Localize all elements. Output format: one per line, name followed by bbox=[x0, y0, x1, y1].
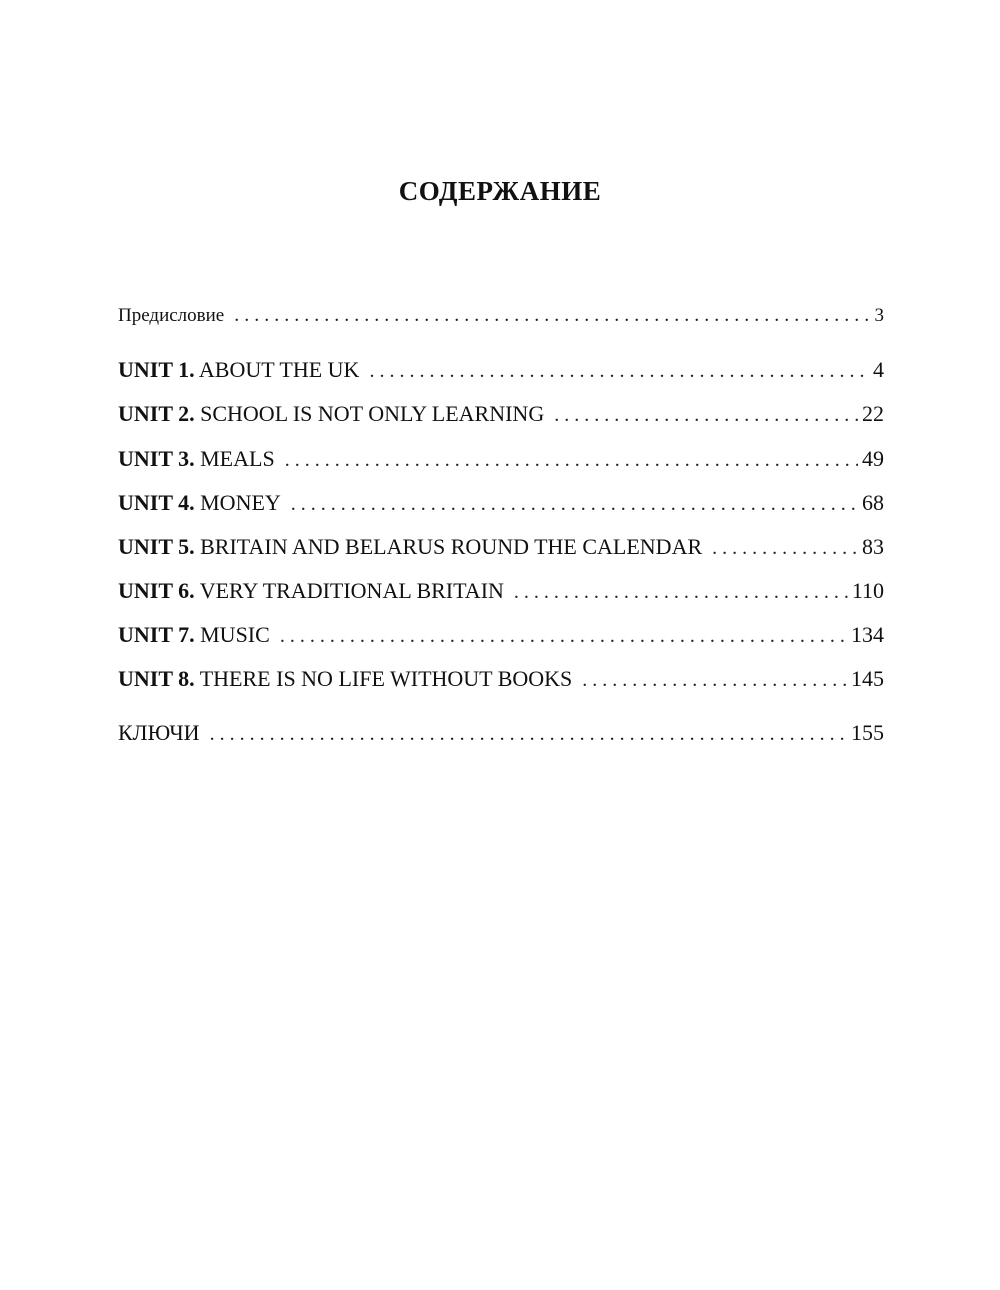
unit-title: VERY TRADITIONAL BRITAIN bbox=[199, 578, 504, 603]
dot-leader bbox=[285, 445, 858, 475]
toc-entry-keys[interactable] bbox=[118, 718, 884, 748]
toc-entry-page: 110 bbox=[851, 578, 884, 603]
unit-number: UNIT 4. bbox=[118, 490, 195, 515]
unit-title: BRITAIN AND BELARUS ROUND THE CALENDAR bbox=[200, 534, 703, 559]
toc-entry-unit-1[interactable] bbox=[118, 355, 884, 385]
unit-title: THERE IS NO LIFE WITHOUT BOOKS bbox=[199, 666, 573, 691]
toc-entry-unit-4[interactable] bbox=[118, 488, 884, 518]
toc-entry-label bbox=[118, 620, 270, 650]
page-title: СОДЕРЖАНИЕ bbox=[398, 176, 602, 206]
toc-entry-label bbox=[118, 664, 572, 694]
dot-leader bbox=[210, 719, 847, 749]
dot-leader bbox=[234, 300, 870, 330]
unit-number: UNIT 2. bbox=[118, 401, 195, 426]
unit-title: ABOUT THE UK bbox=[198, 357, 360, 382]
unit-title: MEALS bbox=[200, 446, 275, 471]
toc-entry-page: 4 bbox=[873, 357, 884, 382]
toc-entry-unit-2[interactable] bbox=[118, 399, 884, 429]
dot-leader bbox=[369, 356, 869, 386]
toc-entry-label bbox=[118, 355, 359, 385]
toc-entry-page: 145 bbox=[851, 666, 884, 691]
toc-entry-page: 83 bbox=[862, 534, 884, 559]
toc-entry-unit-7[interactable] bbox=[118, 620, 884, 650]
dot-leader bbox=[280, 621, 847, 651]
unit-number: UNIT 8. bbox=[118, 666, 195, 691]
toc-entry-page: 22 bbox=[862, 401, 884, 426]
unit-number: UNIT 1. bbox=[118, 357, 195, 382]
toc-entry-label bbox=[118, 576, 504, 606]
toc-entry-unit-6[interactable] bbox=[118, 576, 884, 606]
toc-entry-label: КЛЮЧИ bbox=[118, 720, 200, 745]
dot-leader bbox=[582, 665, 847, 695]
unit-number: UNIT 7. bbox=[118, 622, 195, 647]
unit-title: SCHOOL IS NOT ONLY LEARNING bbox=[200, 401, 545, 426]
toc-entry-unit-8[interactable] bbox=[118, 664, 884, 694]
unit-number: UNIT 3. bbox=[118, 446, 195, 471]
toc-entry-page: 49 bbox=[862, 446, 884, 471]
unit-title: MUSIC bbox=[200, 622, 270, 647]
toc-entry-page: 3 bbox=[874, 305, 884, 326]
toc-entry-page: 68 bbox=[862, 490, 884, 515]
dot-leader bbox=[554, 400, 858, 430]
toc-entry-page: 155 bbox=[851, 720, 884, 745]
toc-entry-label bbox=[118, 444, 275, 474]
dot-leader bbox=[712, 533, 858, 563]
unit-number: UNIT 5. bbox=[118, 534, 195, 559]
toc-entry-label bbox=[118, 488, 281, 518]
toc-entry-label: Предисловие bbox=[118, 305, 225, 326]
toc-entry-preface[interactable] bbox=[118, 300, 884, 330]
unit-number: UNIT 6. bbox=[118, 578, 195, 603]
toc-entry-page: 134 bbox=[851, 622, 884, 647]
toc-entry-label bbox=[118, 532, 702, 562]
toc-entry-unit-3[interactable] bbox=[118, 444, 884, 474]
toc-entry-unit-5[interactable] bbox=[118, 532, 884, 562]
unit-title: MONEY bbox=[200, 490, 281, 515]
toc-entry-label bbox=[118, 399, 544, 429]
dot-leader bbox=[291, 489, 858, 519]
dot-leader bbox=[514, 577, 848, 607]
